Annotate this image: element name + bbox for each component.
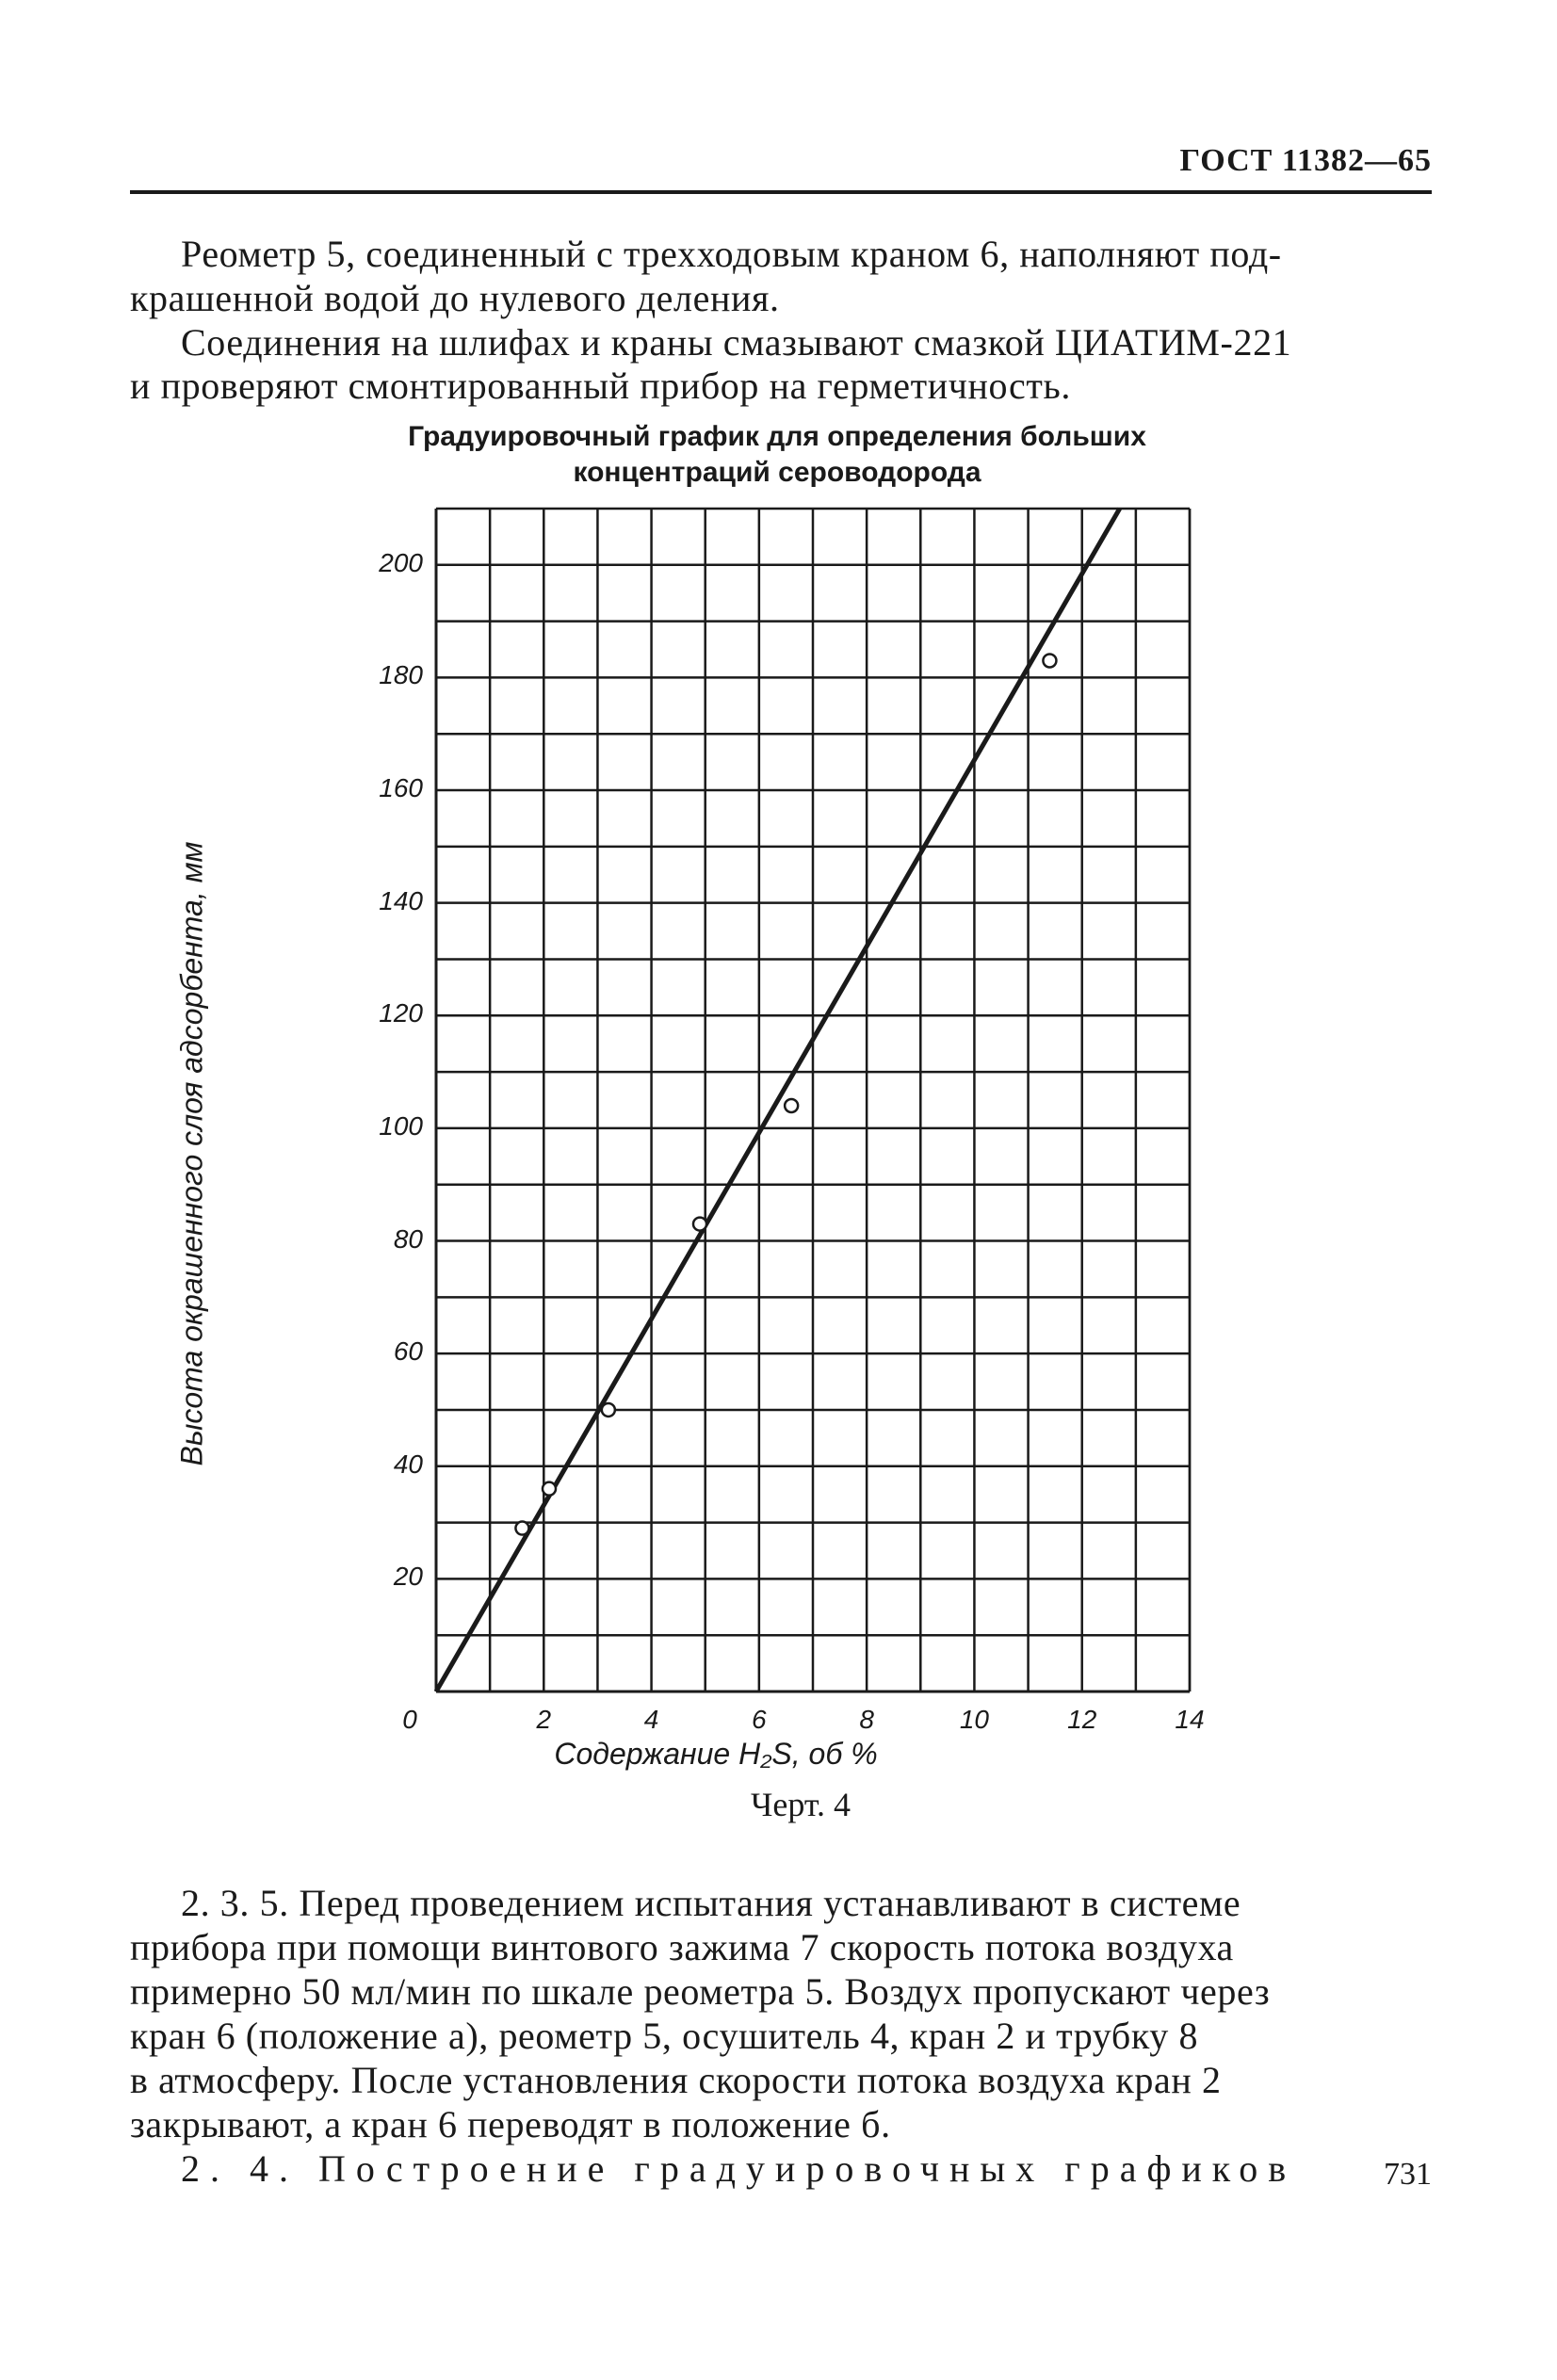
data-point — [785, 1099, 798, 1112]
x-tick-label: 2 — [536, 1705, 552, 1734]
data-point — [602, 1403, 615, 1417]
y-axis-title: Высота окрашенного слоя адсорбента, мм — [174, 841, 209, 1466]
section-line-4: кран 6 (положение а), реометр 5, осушитель 4, кран 2 и трубку 8 — [130, 2015, 1199, 2057]
x-tick-label: 12 — [1067, 1705, 1097, 1734]
y-tick-label: 120 — [379, 998, 423, 1028]
section-line-6: закрывают, а кран 6 переводят в положение б. — [130, 2103, 891, 2145]
figure-title-line-1: Градуировочный график для определения больших — [408, 421, 1146, 452]
intro-line-3: Соединения на шлифах и краны смазывают смазкой ЦИАТИМ-221 — [181, 321, 1292, 364]
y-tick-label: 80 — [393, 1223, 423, 1254]
y-tick-label: 100 — [379, 1110, 423, 1141]
document-header: ГОСТ 11382—65 — [1179, 143, 1432, 178]
data-point — [543, 1482, 556, 1496]
section-line-3: примерно 50 мл/мин по шкале реометра 5. Воздух пропускают через — [130, 1970, 1271, 2013]
x-tick-label: 6 — [752, 1705, 767, 1734]
section-heading: 2. 4. Построение градуировочных графиков — [181, 2147, 1297, 2190]
y-tick-label: 40 — [393, 1449, 423, 1479]
y-tick-label: 60 — [393, 1336, 423, 1367]
figure-caption: Черт. 4 — [751, 1786, 851, 1823]
x-axis-title: Содержание H₂S, об % — [554, 1737, 878, 1771]
intro-line-1: Реометр 5, соединенный с трехходовым краном 6, наполняют под- — [181, 233, 1282, 275]
y-tick-label: 160 — [379, 773, 423, 803]
data-point — [693, 1218, 706, 1231]
figure-title-line-2: концентраций сероводорода — [573, 457, 981, 488]
x-tick-label: 10 — [959, 1705, 989, 1734]
section-line-1: 2. 3. 5. Перед проведением испытания устанавливают в системе — [181, 1882, 1241, 1924]
y-tick-label: 140 — [379, 885, 423, 915]
section-line-5: в атмосферу. После установления скорости потока воздуха кран 2 — [130, 2059, 1222, 2101]
intro-line-4: и проверяют смонтированный прибор на герметичность. — [130, 364, 1071, 407]
intro-line-2: крашенной водой до нулевого деления. — [130, 277, 780, 319]
data-point — [515, 1522, 528, 1535]
x-tick-label: 8 — [859, 1705, 874, 1734]
page-number: 731 — [1384, 2157, 1432, 2192]
calibration-line — [436, 509, 1120, 1692]
x-tick-label: 4 — [643, 1705, 659, 1734]
section-line-2: прибора при помощи винтового зажима 7 скорость потока воздуха — [130, 1926, 1234, 1968]
y-tick-label: 180 — [379, 660, 423, 690]
y-tick-label: 200 — [379, 547, 423, 577]
x-tick-label: 0 — [402, 1705, 417, 1734]
data-point — [1043, 654, 1056, 667]
y-tick-label: 20 — [393, 1562, 423, 1592]
x-tick-label: 14 — [1175, 1705, 1205, 1734]
